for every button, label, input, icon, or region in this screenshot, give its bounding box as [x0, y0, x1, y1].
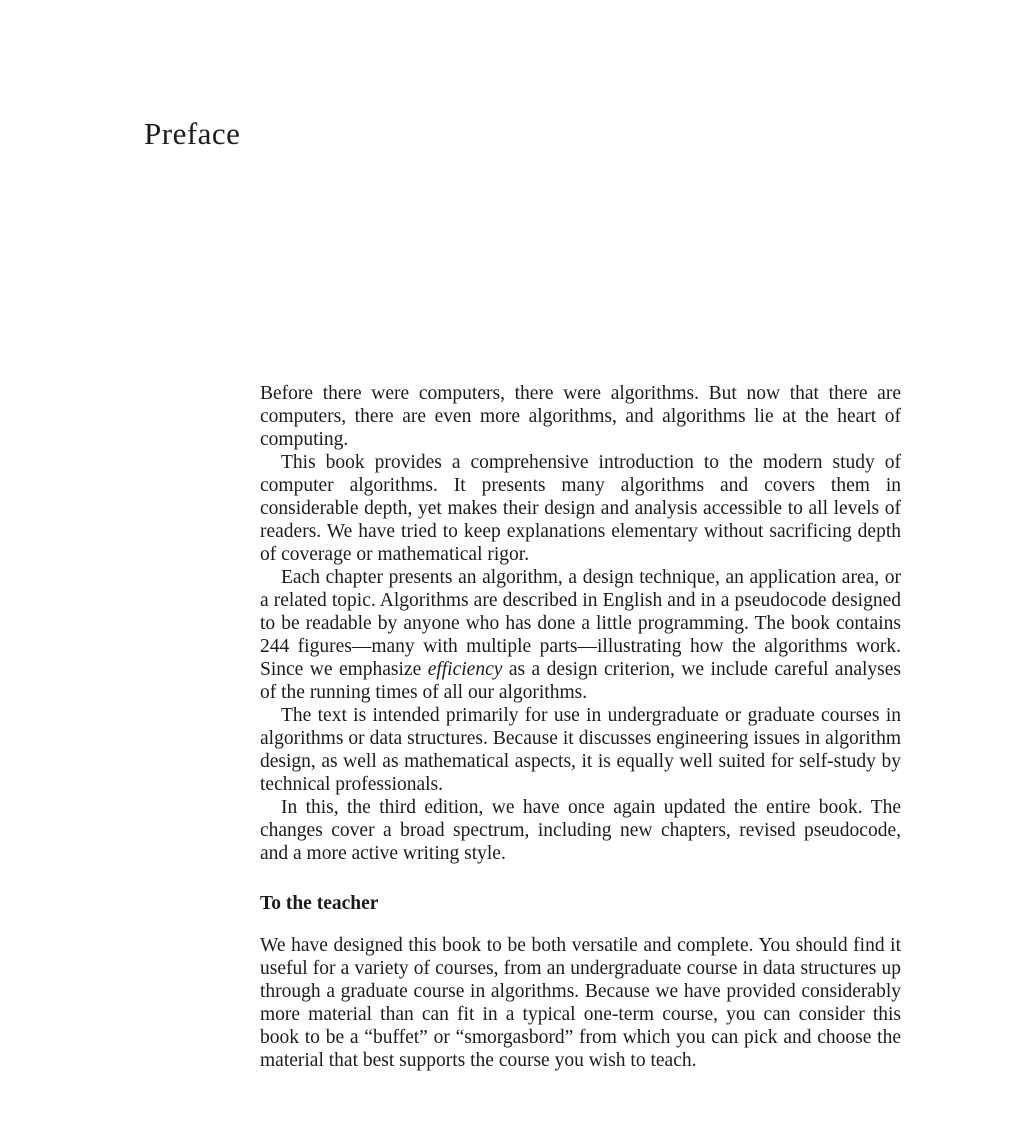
paragraph-chapters: [260, 566, 901, 704]
page-title: Preface: [144, 116, 241, 151]
text-column: [260, 382, 901, 1072]
paragraph-chapters-text-after: as a design criterion, we include careful analyses of the running times of all our algorithms.: [260, 659, 901, 703]
paragraph-third-edition: In this, the third edition, we have once again updated the entire book. The changes cover a broad spectrum, including new chapters, revised pseudocode, and a more active writing style.: [260, 797, 901, 864]
paragraph-book-overview: This book provides a comprehensive introduction to the modern study of computer algorithms. It presents many algorithms and covers them in considerable depth, yet makes their design and analysis accessible to all levels of readers. We have tried to keep explanations elementary without sacrificing depth of coverage or mathematical rigor.: [260, 452, 901, 565]
paragraph-teacher: We have designed this book to be both versatile and complete. You should find it useful for a variety of courses, from an undergraduate course in data structures up through a graduate course in algorithms. Because we have provided considerably more material than can fit in a typical one-term course, you can consider this book to be a “buffet” or “smorgasbord” from which you can pick and choose the material that best supports the course you wish to teach.: [260, 935, 901, 1071]
paragraph-chapters-text-before: Each chapter presents an algorithm, a design technique, an application area, or a related topic. Algorithms are described in English and in a pseudocode designed to be readable by anyone who has done a little programming. The book contains 244 figures—many with multiple parts—illustrating how the algorithms work. Since we emphasize: [260, 567, 901, 680]
paragraph-audience: The text is intended primarily for use in undergraduate or graduate courses in algorithms or data structures. Because it discusses engineering issues in algorithm design, as well as mathematical aspects, it is equally well suited for self-study by technical professionals.: [260, 705, 901, 795]
paragraph-intro: Before there were computers, there were algorithms. But now that there are computers, there are even more algorithms, and algorithms lie at the heart of computing.: [260, 383, 901, 450]
section-heading-to-the-teacher: To the teacher: [260, 893, 379, 914]
emphasized-word: efficiency: [427, 659, 503, 680]
